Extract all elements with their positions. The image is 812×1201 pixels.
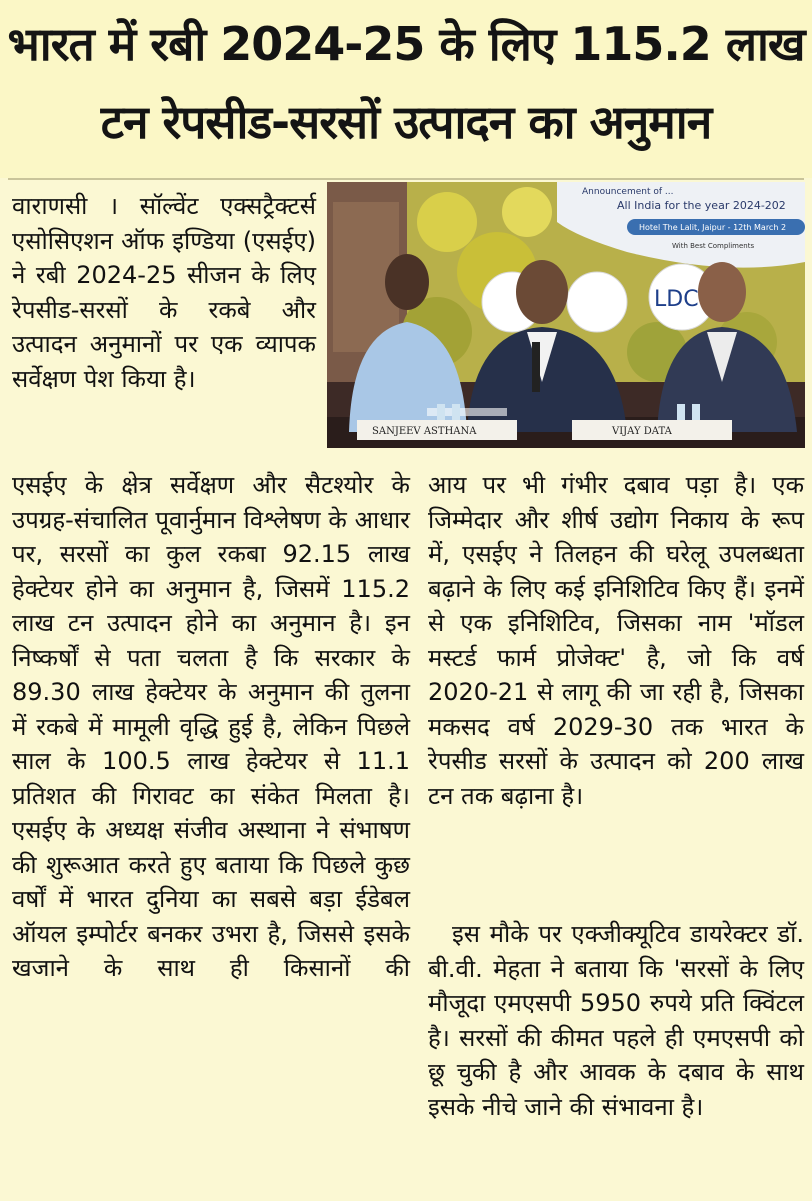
headline-divider: [8, 178, 804, 180]
nameplate-right: VIJAY DATA: [612, 426, 672, 437]
headline-line-1: भारत में रबी 2024-25 के लिए 115.2 लाख: [7, 17, 805, 71]
headline-block: [0, 0, 812, 178]
banner-venue: Hotel The Lalit, Jaipur - 12th March 2: [639, 223, 787, 232]
banner-line-1: Announcement of ...: [582, 187, 674, 197]
banner-compliments: With Best Compliments: [672, 242, 755, 250]
headline-line-2: टन रेपसीड-सरसों उत्पादन का अनुमान: [100, 95, 712, 149]
banner-line-2: All India for the year 2024-202: [617, 199, 786, 212]
nameplate-left: SANJEEV ASTHANA: [372, 426, 477, 437]
article-paragraph-msp: इस मौके पर एक्जीक्यूटिव डायरेक्टर डॉ. बी.वी. मेहता ने बताया कि 'सरसों के लिए मौजूदा एमएसपी 5950 रुपये प्रति क्विंटल है। सरसों की कीमत पहले ही एमएसपी को छू चुकी है और आवक के दबाव के साथ इसके नीचे जाने की संभावना है।: [428, 920, 804, 1121]
article-paragraph-initiative: आय पर भी गंभीर दबाव पड़ा है। एक जिम्मेदार और शीर्ष उद्योग निकाय के रूप में, एसईए ने तिलहन की घरेलू उपलब्धता बढ़ाने के लिए कई इनिशिटिव किए हैं। इनमें से एक इनिशिटिव, जिसका नाम 'मॉडल मस्टर्ड फार्म प्रोजेक्ट' है, जो कि वर्ष 2020-21 से लागू की जा रही है, जिसका मकसद वर्ष 2029-30 तक भारत के रेपसीड सरसों के उत्पादन को 200 लाख टन तक बढ़ाना है।: [428, 471, 804, 810]
article-paragraph-intro: वाराणसी । सॉल्वेंट एक्सट्रैक्टर्स एसोसिएशन ऑफ इण्डिया (एसईए) ने रबी 2024-25 सीजन के लिए रेपसीड-सरसों के रकबे और उत्पादन अनुमानों पर एक व्यापक सर्वेक्षण पेश किया है।: [12, 192, 316, 393]
news-photo: [327, 182, 805, 448]
article-paragraph-survey: एसईए के क्षेत्र सर्वेक्षण और सैटश्योर के उपग्रह-संचालित पूवार्नुमान विश्लेषण के आधार पर, सरसों का कुल रकबा 92.15 लाख हेक्टेयर होने का अनुमान है, जिसमें 115.2 लाख टन उत्पादन होने का अनुमान है। इन निष्कर्षों से पता चलता है कि सरकार के 89.30 लाख हेक्टेयर के अनुमान की तुलना में रकबे में मामूली वृद्धि हुई है, लेकिन पिछले साल के 100.5 लाख हेक्टेयर से 11.1 प्रतिशत की गिरावट का संकेत मिलता है। एसईए के अध्यक्ष संजीव अस्थाना ने संभाषण की शुरूआत करते हुए बताया कि पिछले कुछ वर्षों में भारत दुनिया का सबसे बड़ा ईडेबल ऑयल इम्पोर्टर बनकर उभरा है, जिससे इसके खजाने के साथ ही किसानों की: [12, 471, 410, 982]
ldc-logo: LDC: [654, 287, 699, 312]
